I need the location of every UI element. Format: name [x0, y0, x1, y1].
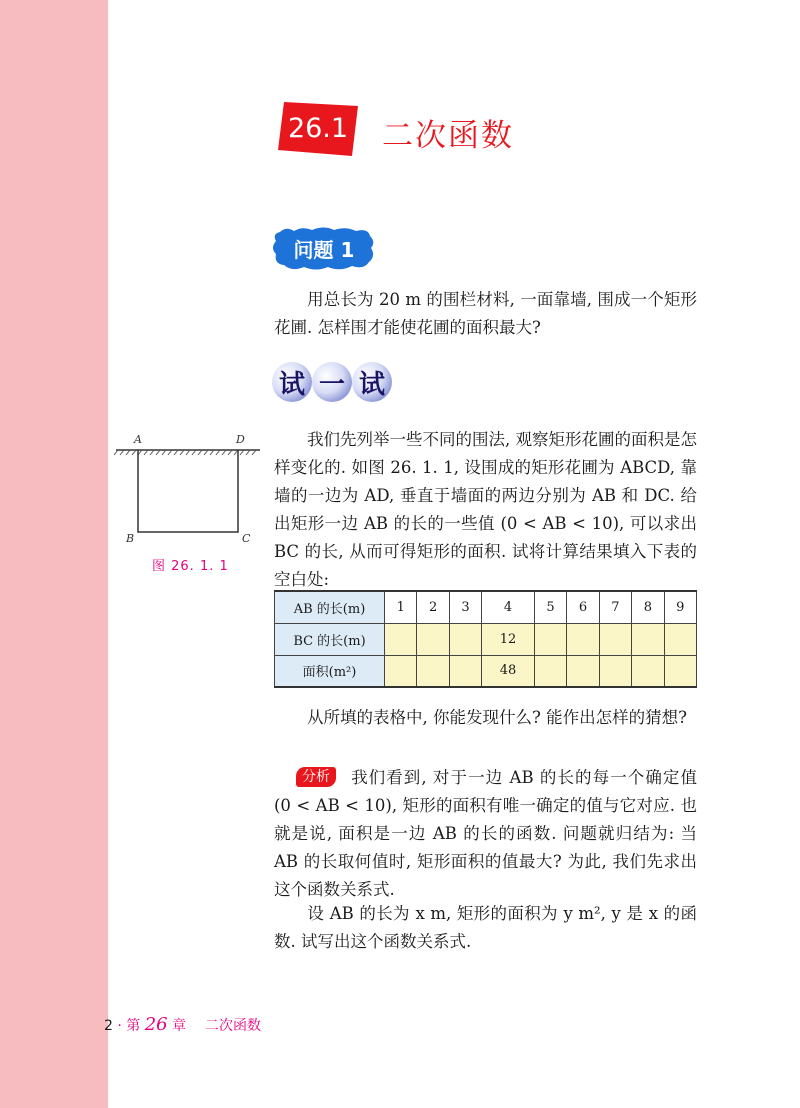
table-cell: 6 — [567, 591, 599, 623]
table-cell — [417, 623, 449, 655]
try-char-3: 试 — [358, 369, 385, 400]
page-footer: 2 · 第 26 章 二次函数 — [104, 1014, 261, 1035]
chapter-suffix: 章 — [172, 1018, 187, 1034]
row-head-ab: AB 的长(m) — [275, 591, 385, 623]
table-cell: 9 — [664, 591, 696, 623]
intro-text: 我们先列举一些不同的围法, 观察矩形花圃的面积是怎样变化的. 如图 26. 1. 1, 设围成的矩形花圃为 ABCD, 靠墙的一边为 AD, 垂直于墙面的两边分别为 AB 和 DC. 给出矩形一边 AB 的长的一些值 (0 < AB < 10), 可以求出 BC 的长, 从而可得矩形的面积. 试将计算结果填入下表的空白处: — [274, 430, 697, 589]
ab-bc-area-table — [274, 590, 697, 688]
table-row — [275, 655, 697, 687]
label-d: D — [236, 433, 245, 446]
row-head-area: 面积(m²) — [275, 655, 385, 687]
table-cell: 5 — [534, 591, 566, 623]
table-cell — [534, 623, 566, 655]
table-cell — [664, 623, 696, 655]
chapter-number: 26 — [144, 1014, 168, 1035]
table-cell — [599, 623, 631, 655]
try-char-2: 一 — [318, 369, 345, 400]
label-c: C — [242, 532, 251, 545]
rectangle-garden-figure — [114, 430, 264, 550]
table-cell: 7 — [599, 591, 631, 623]
table-cell — [632, 655, 664, 687]
table-row — [275, 591, 697, 623]
side-band — [0, 0, 108, 1108]
section-number: 26.1 — [287, 112, 349, 144]
page-number: 2 — [104, 1018, 113, 1034]
table-cell: 4 — [482, 591, 535, 623]
setup-text: 设 AB 的长为 x m, 矩形的面积为 y m², y 是 x 的函数. 试写出这个函数关系式. — [274, 904, 697, 951]
table-cell: 2 — [417, 591, 449, 623]
row-head-bc: BC 的长(m) — [275, 623, 385, 655]
table-cell — [449, 655, 481, 687]
figure-caption: 图 26. 1. 1 — [152, 559, 229, 574]
chapter-title: 二次函数 — [205, 1018, 261, 1034]
table-cell — [449, 623, 481, 655]
table-cell — [385, 655, 417, 687]
analysis-tag: 分析 — [296, 767, 336, 787]
table-row — [275, 623, 697, 655]
table-cell: 8 — [632, 591, 664, 623]
table-cell — [417, 655, 449, 687]
table-cell: 1 — [385, 591, 417, 623]
table-cell — [567, 655, 599, 687]
try-it-badge — [272, 356, 392, 412]
problem-text: 用总长为 20 m 的围栏材料, 一面靠墙, 围成一个矩形花圃. 怎样围才能使花圃的面积最大? — [274, 290, 697, 337]
table-cell — [632, 623, 664, 655]
table-cell — [534, 655, 566, 687]
table-cell — [567, 623, 599, 655]
table-cell: 48 — [482, 655, 535, 687]
analysis-text: 我们看到, 对于一边 AB 的长的每一个确定值 (0 < AB < 10), 矩形的面积有唯一确定的值与它对应. 也就是说, 面积是一边 AB 的长的函数. 问题就归结为: 当 AB 的长取何值时, 矩形面积的值最大? 为此, 我们先求出这个函数关系式. — [274, 768, 697, 899]
label-b: B — [126, 532, 135, 545]
table-cell — [664, 655, 696, 687]
question-text: 从所填的表格中, 你能发现什么? 能作出怎样的猜想? — [307, 708, 687, 727]
section-title: 二次函数 — [382, 118, 514, 154]
table-cell: 3 — [449, 591, 481, 623]
analysis-paragraph — [274, 764, 697, 904]
table-cell — [385, 623, 417, 655]
try-char-1: 试 — [278, 369, 305, 400]
table-cell: 12 — [482, 623, 535, 655]
label-a: A — [134, 433, 142, 446]
table-cell — [599, 655, 631, 687]
chapter-prefix: 第 — [126, 1018, 141, 1034]
problem-label: 问题 1 — [293, 237, 355, 262]
